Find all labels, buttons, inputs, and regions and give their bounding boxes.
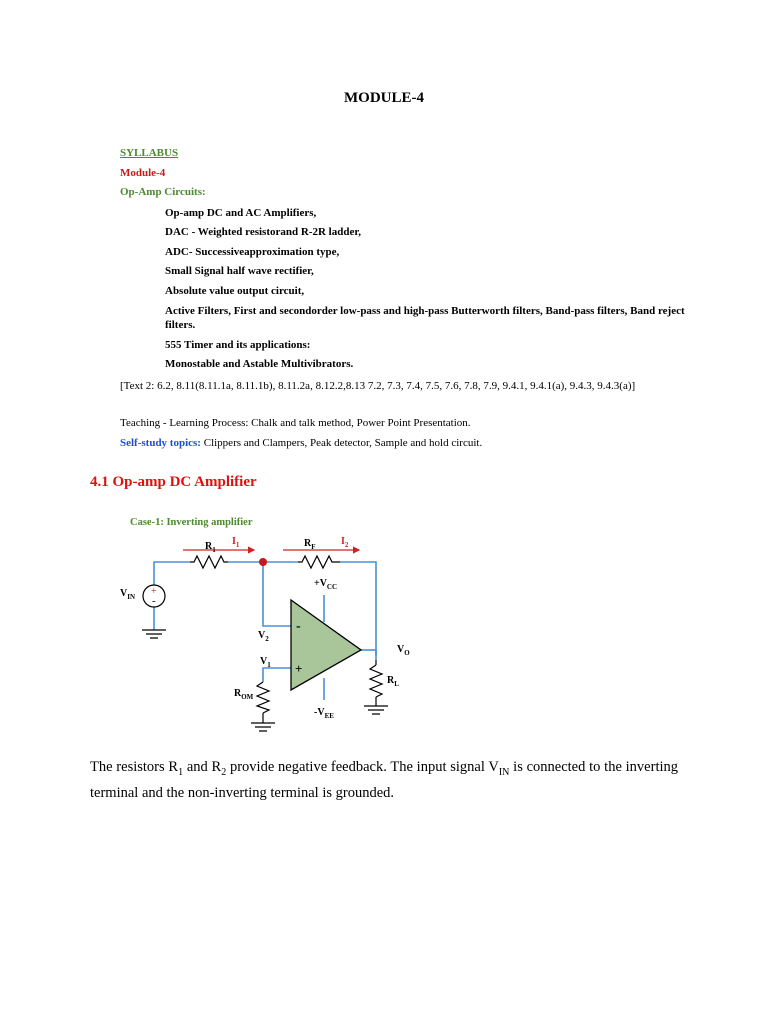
rf-label: $R_F$ bbox=[304, 538, 316, 551]
module-label: Module-4 bbox=[120, 167, 166, 179]
topic-item: Small Signal half wave rectifier, bbox=[165, 265, 314, 277]
inverting-amplifier-diagram bbox=[118, 510, 418, 742]
vin-label: $V_{IN}$ bbox=[120, 588, 136, 601]
self-study-label: Self-study topics: bbox=[120, 437, 201, 449]
topic-item: 555 Timer and its applications: bbox=[165, 339, 311, 351]
v2-label: $V_2$ bbox=[258, 630, 269, 643]
r1-label: $R_1$ bbox=[205, 541, 216, 554]
opamp-symbol bbox=[291, 600, 361, 690]
rl-label: $R_L$ bbox=[387, 675, 399, 688]
syllabus-heading: SYLLABUS bbox=[120, 147, 179, 159]
topic-item: Op-amp DC and AC Amplifiers, bbox=[165, 207, 317, 219]
category-label: Op-Amp Circuits: bbox=[120, 186, 206, 198]
vo-label: $V_O$ bbox=[397, 644, 410, 657]
i1-label: $I_1$ bbox=[232, 536, 240, 549]
source-plus: + bbox=[151, 586, 157, 597]
vcc-label: $+V_{CC}$ bbox=[314, 578, 338, 591]
topic-item: DAC - Weighted resistorand R-2R ladder, bbox=[165, 226, 361, 238]
text-reference: [Text 2: 6.2, 8.11(8.11.1a, 8.11.1b), 8.11.2a, 8.12.2,8.13 7.2, 7.3, 7.4, 7.5, 7.6, 7.8, 7.9, 9.4.1, 9.4.1(a), 9.4.3, 9.4.3(a)] bbox=[120, 380, 636, 392]
self-study-topics bbox=[120, 436, 482, 450]
summing-node bbox=[259, 558, 267, 566]
page-title: MODULE-4 bbox=[344, 90, 424, 106]
teaching-process: Teaching - Learning Process: Chalk and talk method, Power Point Presentation. bbox=[120, 417, 471, 429]
body-paragraph: The resistors $R_1$ and $R_2$ provide negative feedback. The input signal $V_{IN}$ is connected to the inverting terminal and the non-inverting terminal is grounded. bbox=[90, 759, 679, 801]
topic-item: ADC- Successiveapproximation type, bbox=[165, 246, 340, 258]
i2-label: $I_2$ bbox=[341, 536, 349, 549]
topic-item: Active Filters, First and secondorder low-pass and high-pass Butterworth filters, Band-pass filters, Band reject filters. bbox=[165, 305, 685, 331]
v1-label: $V_1$ bbox=[260, 656, 271, 669]
circuit-caption: Case-1: Inverting amplifier bbox=[130, 517, 253, 528]
topic-item: Monostable and Astable Multivibrators. bbox=[165, 358, 354, 370]
inverting-input-sign: - bbox=[296, 619, 301, 634]
vee-label: $-V_{EE}$ bbox=[314, 707, 334, 720]
source-minus: - bbox=[152, 595, 156, 607]
section-heading: 4.1 Op-amp DC Amplifier bbox=[90, 474, 257, 490]
rom-label: $R_{OM}$ bbox=[234, 688, 254, 701]
noninverting-input-sign: + bbox=[295, 661, 303, 676]
topic-item: Absolute value output circuit, bbox=[165, 285, 305, 297]
self-study-text: Clippers and Clampers, Peak detector, Sample and hold circuit. bbox=[200, 437, 483, 449]
